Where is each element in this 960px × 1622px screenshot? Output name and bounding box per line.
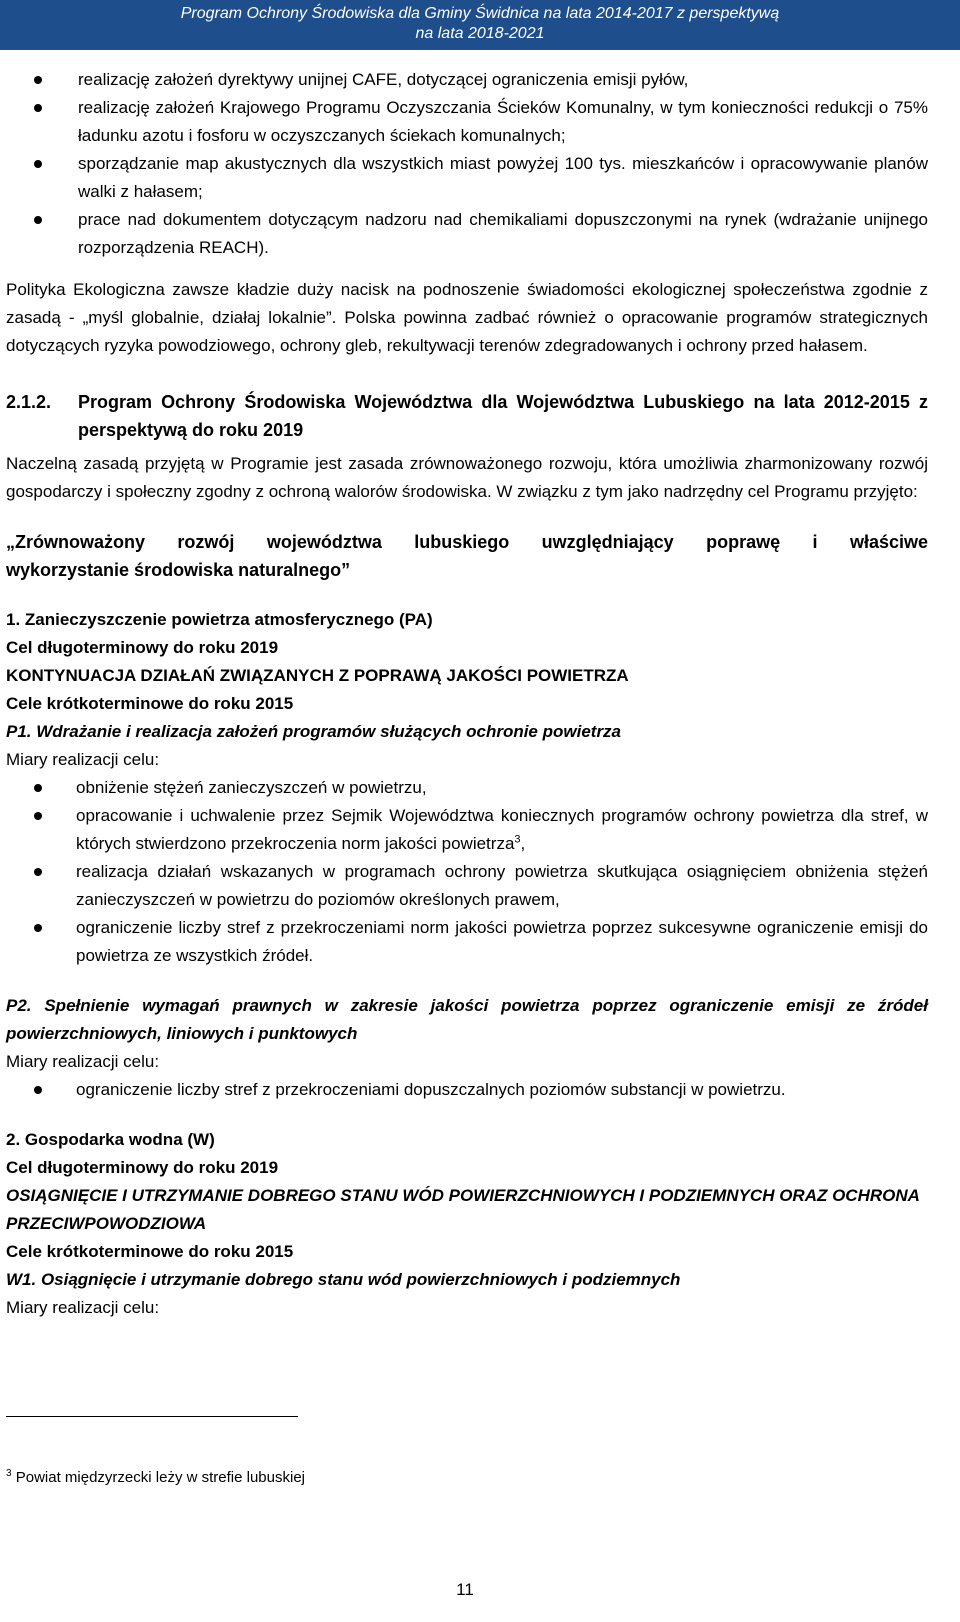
page-body (6, 66, 928, 1322)
p2-title: P2. Spełnienie wymagań prawnych w zakresie jakości powietrza poprzez ograniczenie emisji ze źródeł powierzchniowych, liniowych i punktowych (6, 996, 928, 1043)
footnote (6, 1466, 305, 1490)
footnote-separator (6, 1416, 298, 1417)
p2-bullet-list (6, 1076, 928, 1104)
list-item-text: opracowanie i uchwalenie przez Sejmik Województwa koniecznych programów ochrony powietrza dla stref, w których stwierdzono przekroczenia norm jakości powietrza (76, 806, 928, 853)
water-long-term-label: Cel długoterminowy do roku 2019 (6, 1158, 279, 1177)
motto-line-2: wykorzystanie środowiska naturalnego” (6, 560, 351, 580)
list-item: ograniczenie liczby stref z przekroczeniami dopuszczalnych poziomów substancji w powietrzu. (6, 1076, 928, 1104)
program-motto (6, 528, 928, 584)
air-long-term-label: Cel długoterminowy do roku 2019 (6, 638, 279, 657)
document-header (0, 0, 960, 50)
p1-bullet-list (6, 774, 928, 970)
policy-paragraph: Polityka Ekologiczna zawsze kładzie duży nacisk na podnoszenie świadomości ekologicznej społeczeństwa zgodnie z zasadą - „myśl globalnie, działaj lokalnie”. Polska powinna zadbać również o opracowanie programów strategicznych dotyczących ryzyka powodziowego, ochrony gleb, rekultywacji terenów zdegradowanych i ochrony przed hałasem. (6, 280, 928, 355)
list-item: realizację założeń Krajowego Programu Oczyszczania Ścieków Komunalny, w tym konieczności redukcji o 75% ładunku azotu i fosforu w oczyszczanych ściekach komunalnych; (6, 94, 928, 150)
list-item (6, 802, 928, 858)
footnote-ref: 3 (514, 833, 521, 846)
motto-line-1: „Zrównoważony rozwój województwa lubuskiego uwzględniający poprawę i właściwe (6, 532, 928, 552)
footnote-text: Powiat międzyrzecki leży w strefie lubuskiej (15, 1469, 305, 1486)
p1-measures-label: Miary realizacji celu: (6, 750, 160, 769)
p2-measures-label: Miary realizacji celu: (6, 1052, 160, 1071)
water-short-term-label: Cele krótkoterminowe do roku 2015 (6, 1242, 294, 1261)
list-item: realizacja działań wskazanych w programach ochrony powietrza skutkująca osiągnięciem obniżenia stężeń zanieczyszczeń w powietrzu do poziomów określonych prawem, (6, 858, 928, 914)
list-item: prace nad dokumentem dotyczącym nadzoru nad chemikaliami dopuszczonymi na rynek (wdrażanie unijnego rozporządzenia REACH). (6, 206, 928, 262)
w1-measures-label: Miary realizacji celu: (6, 1298, 160, 1317)
section-title: Program Ochrony Środowiska Województwa dla Województwa Lubuskiego na lata 2012-2015 z perspektywą do roku 2019 (78, 392, 928, 440)
water-heading: 2. Gospodarka wodna (W) (6, 1130, 215, 1149)
air-long-term-goal: KONTYNUACJA DZIAŁAŃ ZWIĄZANYCH Z POPRAWĄ JAKOŚCI POWIETRZA (6, 666, 629, 685)
water-long-term-goal: OSIĄGNIĘCIE I UTRZYMANIE DOBREGO STANU WÓD POWIERZCHNIOWYCH I PODZIEMNYCH ORAZ OCHRONA PRZECIWPOWODZIOWA (6, 1186, 920, 1233)
list-item-tail: , (520, 834, 526, 853)
footnote-marker: 3 (6, 1468, 12, 1479)
p1-title: P1. Wdrażanie i realizacja założeń programów służących ochronie powietrza (6, 722, 622, 741)
list-item: realizację założeń dyrektywy unijnej CAFE, dotyczącej ograniczenia emisji pyłów, (6, 66, 928, 94)
header-title-line1: Program Ochrony Środowiska dla Gminy Świdnica na lata 2014-2017 z perspektywą (180, 5, 780, 22)
header-title-line2: na lata 2018-2021 (415, 25, 545, 42)
page-number: 11 (456, 1580, 474, 1599)
principle-paragraph: Naczelną zasadą przyjętą w Programie jest zasada zrównoważonego rozwoju, która umożliwia zharmonizowany rozwój gospodarczy i społeczny zgodny z ochroną walorów środowiska. W związku z tym jako nadrzędny cel Programu przyjęto: (6, 454, 928, 501)
list-item: obniżenie stężeń zanieczyszczeń w powietrzu, (6, 774, 928, 802)
top-bullet-list (6, 66, 928, 262)
list-item: ograniczenie liczby stref z przekroczeniami norm jakości powietrza poprzez sukcesywne ograniczenie emisji do powietrza ze wszystkich źródeł. (6, 914, 928, 970)
air-short-term-label: Cele krótkoterminowe do roku 2015 (6, 694, 294, 713)
air-heading: 1. Zanieczyszczenie powietrza atmosferycznego (PA) (6, 610, 433, 629)
list-item: sporządzanie map akustycznych dla wszystkich miast powyżej 100 tys. mieszkańców i opracowywanie planów walki z hałasem; (6, 150, 928, 206)
section-heading (6, 388, 928, 444)
w1-title: W1. Osiągnięcie i utrzymanie dobrego stanu wód powierzchniowych i podziemnych (6, 1270, 681, 1289)
section-number: 2.1.2. (6, 392, 52, 412)
